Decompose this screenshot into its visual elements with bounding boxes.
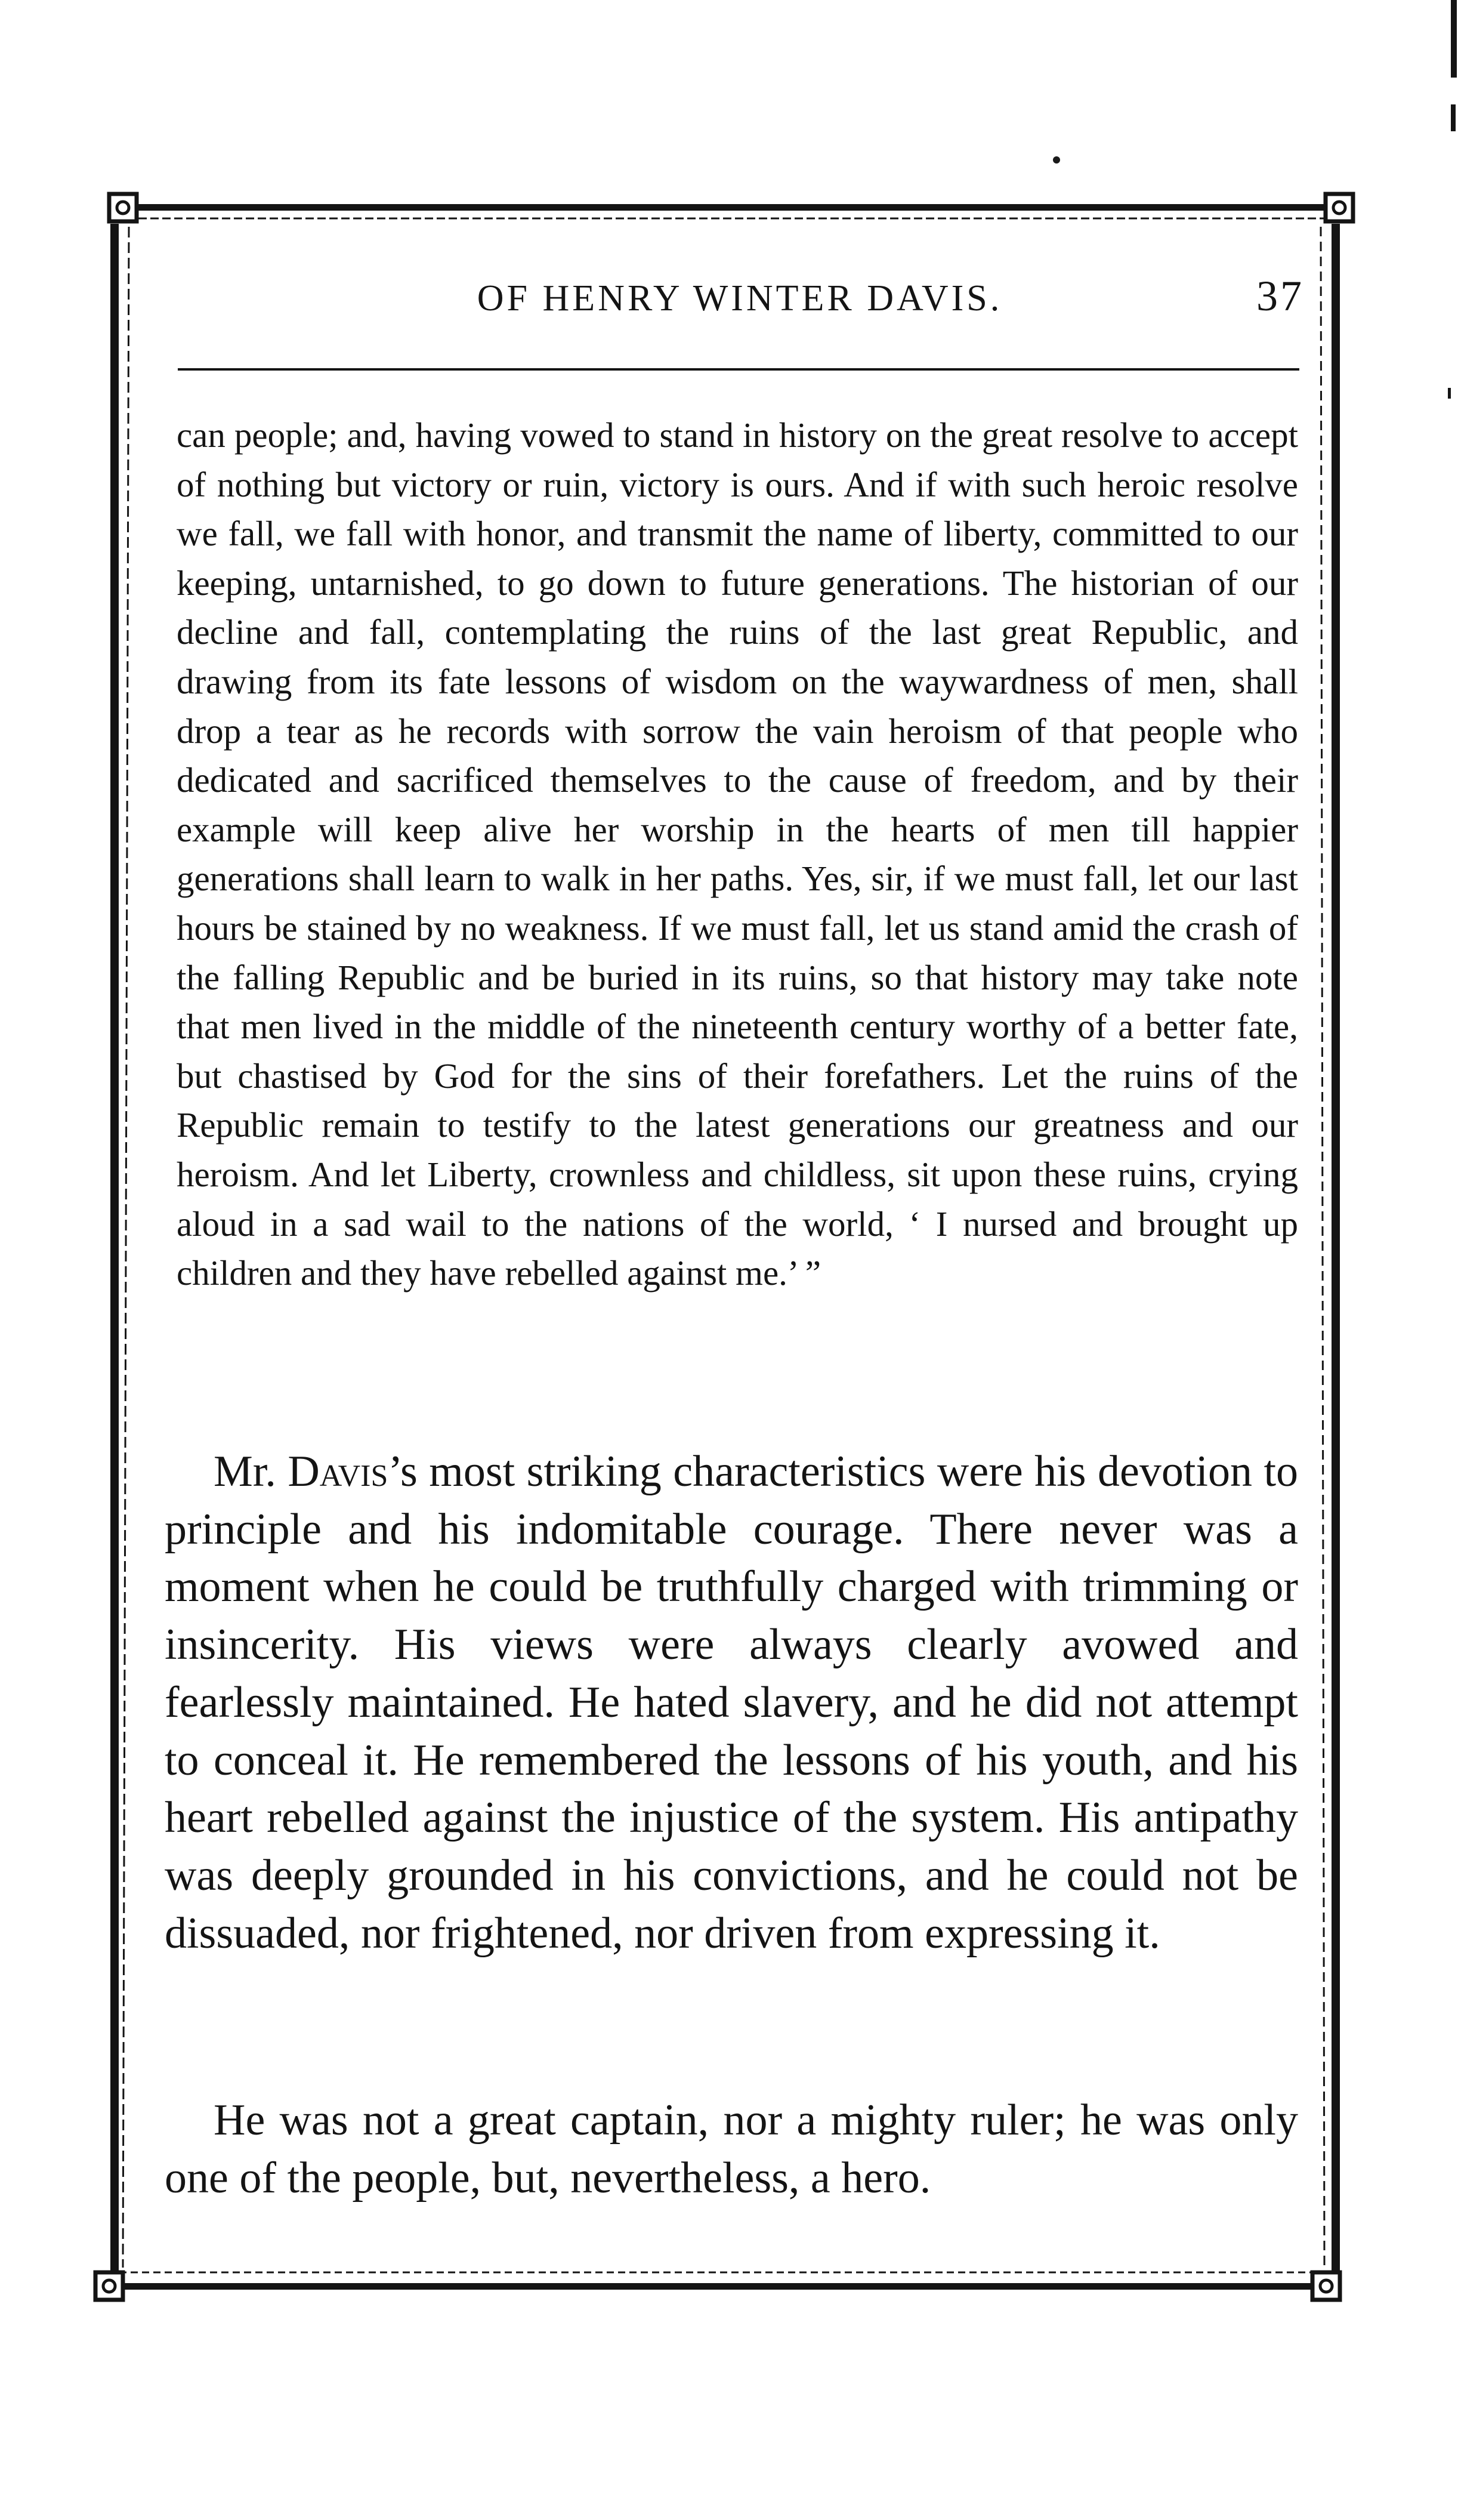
scan-edge-mark-2 <box>1451 104 1456 131</box>
right-border-bar <box>1332 224 1340 2277</box>
scan-edge-mark-1 <box>1451 0 1457 78</box>
left-border-hairline <box>123 227 129 2268</box>
scan-edge-mark-3 <box>1448 388 1451 399</box>
running-head: OF HENRY WINTER DAVIS. <box>477 278 1003 319</box>
corner-ornament-top-right <box>1326 194 1353 221</box>
body-paragraph-2: He was not a great captain, nor a mighty ruler; he was only one of the people, but, nevertheless, a hero. <box>165 2096 1298 2203</box>
page-header <box>179 272 1304 331</box>
corner-ornament-top-left <box>109 194 137 221</box>
corner-ornament-bottom-left <box>95 2272 123 2300</box>
right-border-hairline <box>1321 227 1324 2268</box>
paragraph-1-text: ’s most striking characteristics were his devotion to principle and his indomitable courage. There never was a moment when he could be truthfully charged with trimming or insincerity. His views were always clearly avowed and fearlessly maintained. He hated slavery, and he did not attempt to conceal it. He remembered the lessons of his youth, and his heart rebelled against the injustice of the system. His antipathy was deeply grounded in his convictions, and he could not be dissuaded, nor frightened, nor driven from expressing it. <box>165 1447 1299 1958</box>
paragraph-1-prefix: Mr. <box>214 1447 288 1496</box>
left-border-bar <box>110 224 119 2277</box>
body-paragraph-1 <box>165 1443 1298 1962</box>
ink-speck <box>1053 156 1060 164</box>
bottom-border-rule <box>107 2283 1324 2290</box>
header-rule <box>178 368 1299 371</box>
corner-ornament-bottom-right <box>1312 2272 1340 2300</box>
page-number: 37 <box>1256 272 1304 320</box>
quoted-speech-paragraph: can people; and, having vowed to stand in history on the great resolve to accept of nothing but victory or ruin, victory is ours. And if with such heroic resolve we fall, we fall with honor, and transmit the name of liberty, committed to our keeping, untarnished, to go down to future generations. The historian of our decline and fall, contemplating the ruins of the last great Republic, and drawing from its fate lessons of wisdom on the waywardness of men, shall drop a tear as he records with sorrow the vain heroism of that people who dedicated and sacrificed themselves to the cause of freedom, and by their example will keep alive her worship in the hearts of men till happier generations shall learn to walk in her paths. Yes, sir, if we must fall, let our last hours be stained by no weakness. If we must fall, let us stand amid the crash of the falling Republic and be buried in its ruins, so that history may take note that men lived in the middle of the nineteenth century worthy of a better fate, but chastised by God for the sins of their forefathers. Let the ruins of the Republic remain to testify to the latest generations our greatness and our heroism. And let Liberty, crownless and childless, sit upon these ruins, crying aloud in a sad wail to the nations of the world, ‘ I nursed and brought up children and they have rebelled against me.’ ” <box>177 415 1298 1293</box>
surname-small-caps: Davis <box>288 1447 388 1496</box>
top-border-rule <box>134 204 1348 211</box>
